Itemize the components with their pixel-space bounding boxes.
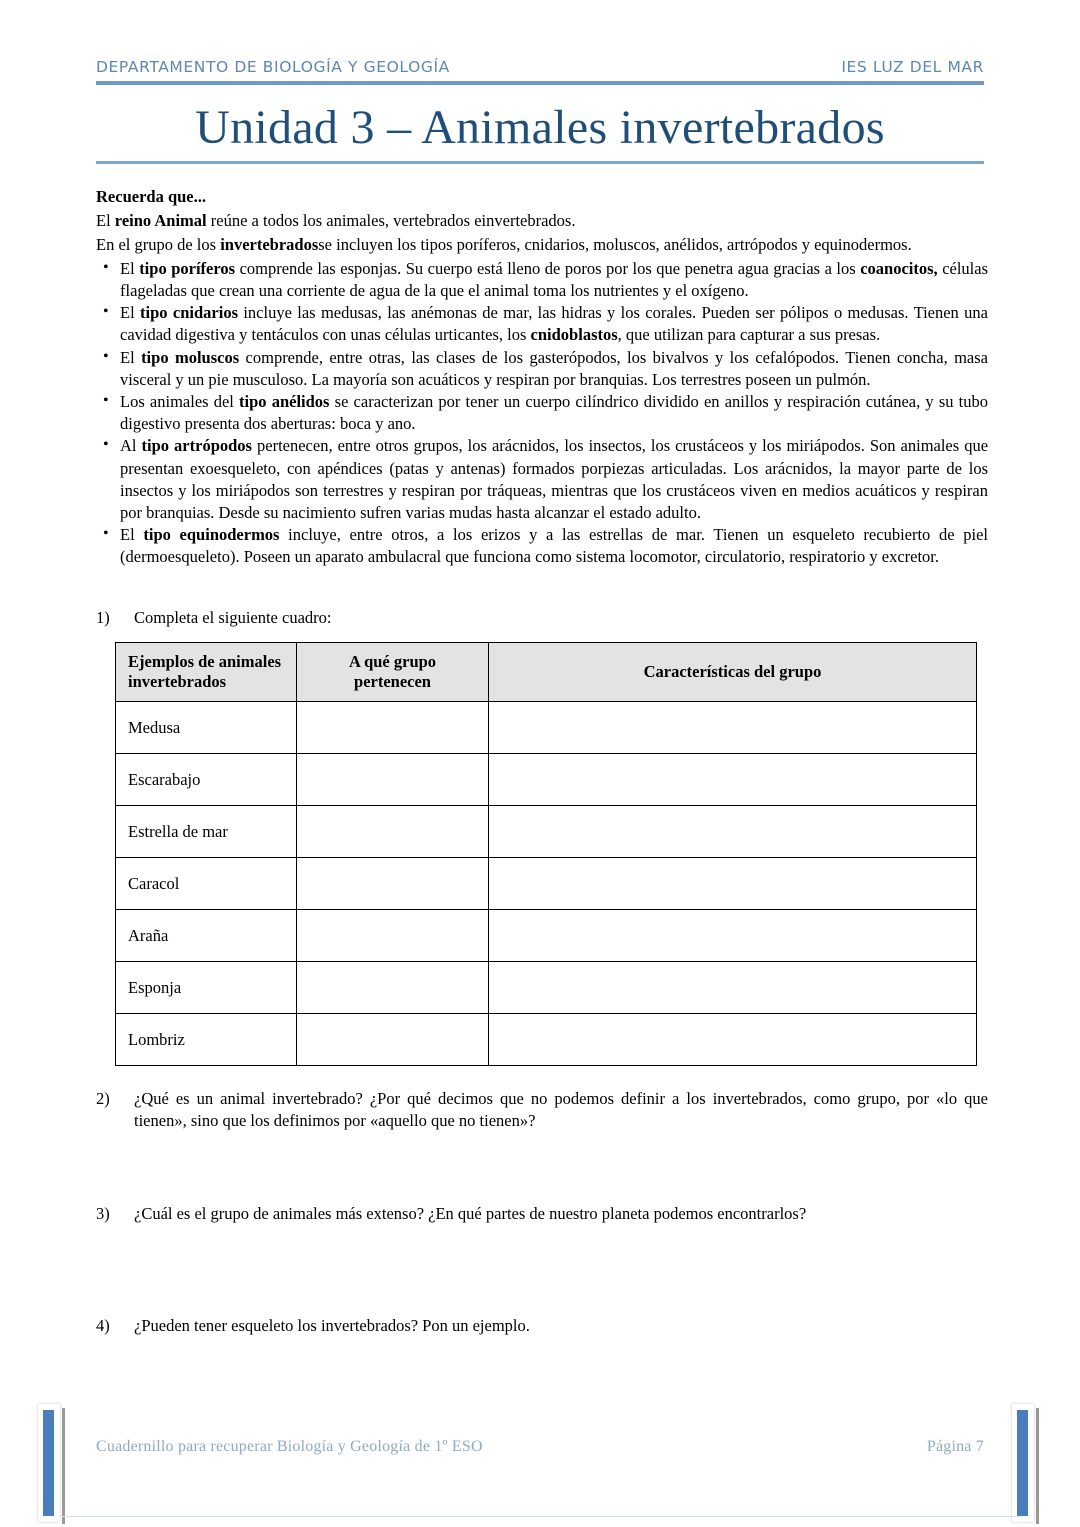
cell-characteristics-answer[interactable]: [489, 806, 977, 858]
cell-group-answer[interactable]: [297, 1014, 489, 1066]
question-3: [96, 1203, 988, 1225]
bullet-prefix: Al: [120, 436, 142, 456]
bullet-term-secondary: cnidoblastos: [530, 325, 618, 345]
recuerda-que-section: [96, 186, 988, 568]
cell-group-answer[interactable]: [297, 806, 489, 858]
bullet-term: tipo equinodermos: [143, 525, 280, 545]
title-divider-rule: [96, 161, 984, 164]
question-3-number: 3): [96, 1204, 110, 1223]
cell-group-answer[interactable]: [297, 858, 489, 910]
column-header-examples: Ejemplos de animales invertebrados: [116, 643, 297, 702]
bullet-prefix: El: [120, 258, 140, 278]
intro-line2-prefix: En el grupo de los: [96, 234, 221, 254]
bullet-prefix: El: [120, 525, 144, 545]
cell-animal-name: Escarabajo: [116, 754, 297, 806]
cell-characteristics-answer[interactable]: [489, 962, 977, 1014]
question-3-text: ¿Cuál es el grupo de animales más extenso? ¿En qué partes de nuestro planeta podemos encontrarlos?: [134, 1204, 807, 1223]
column-header-group: A qué grupo pertenecen: [297, 643, 489, 702]
question-4-number: 4): [96, 1316, 110, 1335]
cell-characteristics-answer[interactable]: [489, 910, 977, 962]
page-header-row: [96, 60, 984, 79]
bullet-term: tipo cnidarios: [140, 303, 238, 323]
table-row: [116, 858, 977, 910]
cell-characteristics-answer[interactable]: [489, 702, 977, 754]
cell-animal-name: Esponja: [116, 962, 297, 1014]
question-1-text: Completa el siguiente cuadro:: [134, 608, 332, 627]
title-block: [96, 100, 984, 164]
cell-group-answer[interactable]: [297, 910, 489, 962]
invertebrate-types-list: [96, 258, 988, 569]
recuerda-heading: Recuerda que...: [96, 187, 206, 206]
question-4: [96, 1315, 988, 1337]
column-header-characteristics: Características del grupo: [489, 643, 977, 702]
invertebrates-table-wrapper: [115, 642, 976, 1066]
bullet-prefix: Los animales del: [120, 391, 240, 411]
header-school-label: IES LUZ DEL MAR: [841, 58, 984, 76]
bullet-prefix: El: [120, 303, 141, 323]
decorative-bar-left-fill: [43, 1410, 54, 1516]
invertebrates-table: [115, 642, 977, 1066]
table-body: [116, 702, 977, 1066]
cell-animal-name: Caracol: [116, 858, 297, 910]
footer-title-label: Cuadernillo para recuperar Biología y Geología de 1º ESO: [96, 1438, 483, 1455]
decorative-bar-left: [38, 1404, 60, 1522]
cell-characteristics-answer[interactable]: [489, 754, 977, 806]
bullet-body-a: pertenecen, entre otros grupos, los arácnidos, los insectos, los crustáceos y los miriápodos. Son animales que presentan exoesqueleto, con apéndices (patas y antenas) formados porpiezas articuladas. Los arácnidos, la mayor parte de los insectos y los miriápodos son terrestres y respiran por tráqueas, mientras que los crustáceos viven en medios acuáticos y respiran por branquias. Desde su nacimiento sufren varias mudas hasta alcanzar el estado adulto.: [120, 436, 989, 522]
header-department-label: DEPARTAMENTO DE BIOLOGÍA Y GEOLOGÍA: [96, 58, 450, 76]
bullet-body-a: incluye las medusas, las anémonas de mar, las hidras y los corales. Pueden ser pólipos o medusas. Tienen una cavidad digestiva y tentáculos con unas células urticantes, los: [120, 303, 988, 345]
question-1: [96, 607, 988, 629]
bullet-term: tipo moluscos: [141, 347, 240, 367]
intro-line1-emphasis: reino Animal: [114, 210, 207, 230]
question-2-number: 2): [96, 1089, 110, 1108]
intro-line-reino-animal: [96, 210, 988, 232]
cell-group-answer[interactable]: [297, 962, 489, 1014]
list-item: [96, 435, 988, 524]
decorative-bar-right: [1012, 1404, 1034, 1522]
cell-characteristics-answer[interactable]: [489, 1014, 977, 1066]
question-4-text: ¿Pueden tener esqueleto los invertebrados? Pon un ejemplo.: [134, 1316, 530, 1335]
table-row: [116, 910, 977, 962]
bullet-term: tipo anélidos: [239, 391, 330, 411]
list-item: [96, 302, 988, 346]
decorative-bar-right-fill: [1017, 1410, 1028, 1516]
table-row: [116, 754, 977, 806]
intro-line1-prefix: El: [96, 210, 115, 230]
intro-line2-suffix: se incluyen los tipos poríferos, cnidarios, moluscos, anélidos, artrópodos y equinodermos.: [318, 234, 912, 254]
bullet-term: tipo poríferos: [139, 258, 236, 278]
intro-line1-suffix: reúne a todos los animales, vertebrados einvertebrados.: [206, 210, 576, 230]
table-row: [116, 806, 977, 858]
bullet-body-a: comprende, entre otras, las clases de los gasterópodos, los bivalvos y los cefalópodos. Tienen concha, masa visceral y un pie musculoso. La mayoría son acuáticos y respiran por branquias. Los terrestres poseen un pulmón.: [120, 347, 988, 389]
table-head: [116, 643, 977, 702]
cell-animal-name: Medusa: [116, 702, 297, 754]
footer-divider-rule: [60, 1516, 1020, 1517]
cell-characteristics-answer[interactable]: [489, 858, 977, 910]
cell-animal-name: Araña: [116, 910, 297, 962]
cell-group-answer[interactable]: [297, 754, 489, 806]
list-item: [96, 391, 988, 435]
table-row: [116, 962, 977, 1014]
cell-animal-name: Lombriz: [116, 1014, 297, 1066]
bullet-prefix: El: [120, 347, 142, 367]
decorative-bar-left-shadow: [62, 1408, 65, 1524]
table-row: [116, 1014, 977, 1066]
bullet-body-b: , que utilizan para capturar a sus presas.: [617, 325, 881, 345]
cell-group-answer[interactable]: [297, 702, 489, 754]
bullet-term-secondary: coanocitos,: [860, 258, 938, 278]
question-2: [96, 1088, 988, 1133]
list-item: [96, 524, 988, 568]
question-2-text: ¿Qué es un animal invertebrado? ¿Por qué decimos que no podemos definir a los invertebrados, como grupo, por «lo que tienen», sino que los definimos por «aquello que no tienen»?: [134, 1089, 988, 1131]
bullet-body-a: se caracterizan por tener un cuerpo cilíndrico dividido en anillos y respiración cutánea, y su tubo digestivo presenta dos aberturas: boca y ano.: [120, 391, 988, 434]
bullet-body-a: incluye, entre otros, a los erizos y a las estrellas de mar. Tienen un esqueleto recubierto de piel (dermoesqueleto). Poseen un aparato ambulacral que funciona como sistema locomotor, circulatorio, respiratorio y excretor.: [120, 525, 988, 567]
intro-line-invertebrados: [96, 234, 988, 256]
page-title: Unidad 3 – Animales invertebrados: [195, 101, 885, 154]
table-row: [116, 702, 977, 754]
question-1-number: 1): [96, 608, 110, 627]
list-item: [96, 258, 988, 302]
table-header-row: [116, 643, 977, 702]
list-item: [96, 347, 988, 391]
intro-line2-emphasis: invertebrados: [220, 234, 319, 254]
bullet-term: tipo artrópodos: [141, 436, 252, 456]
bullet-body-b: células flageladas que crean una corriente de agua de la que el animal toma los nutrientes y el oxígeno.: [120, 258, 988, 300]
decorative-bar-right-shadow: [1036, 1408, 1039, 1524]
bullet-body-a: comprende las esponjas. Su cuerpo está lleno de poros por los que penetra agua gracias a los: [235, 258, 861, 278]
header-divider-rule: [96, 81, 984, 85]
page-footer: [96, 1438, 984, 1456]
page-header: [96, 60, 984, 92]
footer-page-number: Página 7: [926, 1438, 984, 1455]
cell-animal-name: Estrella de mar: [116, 806, 297, 858]
